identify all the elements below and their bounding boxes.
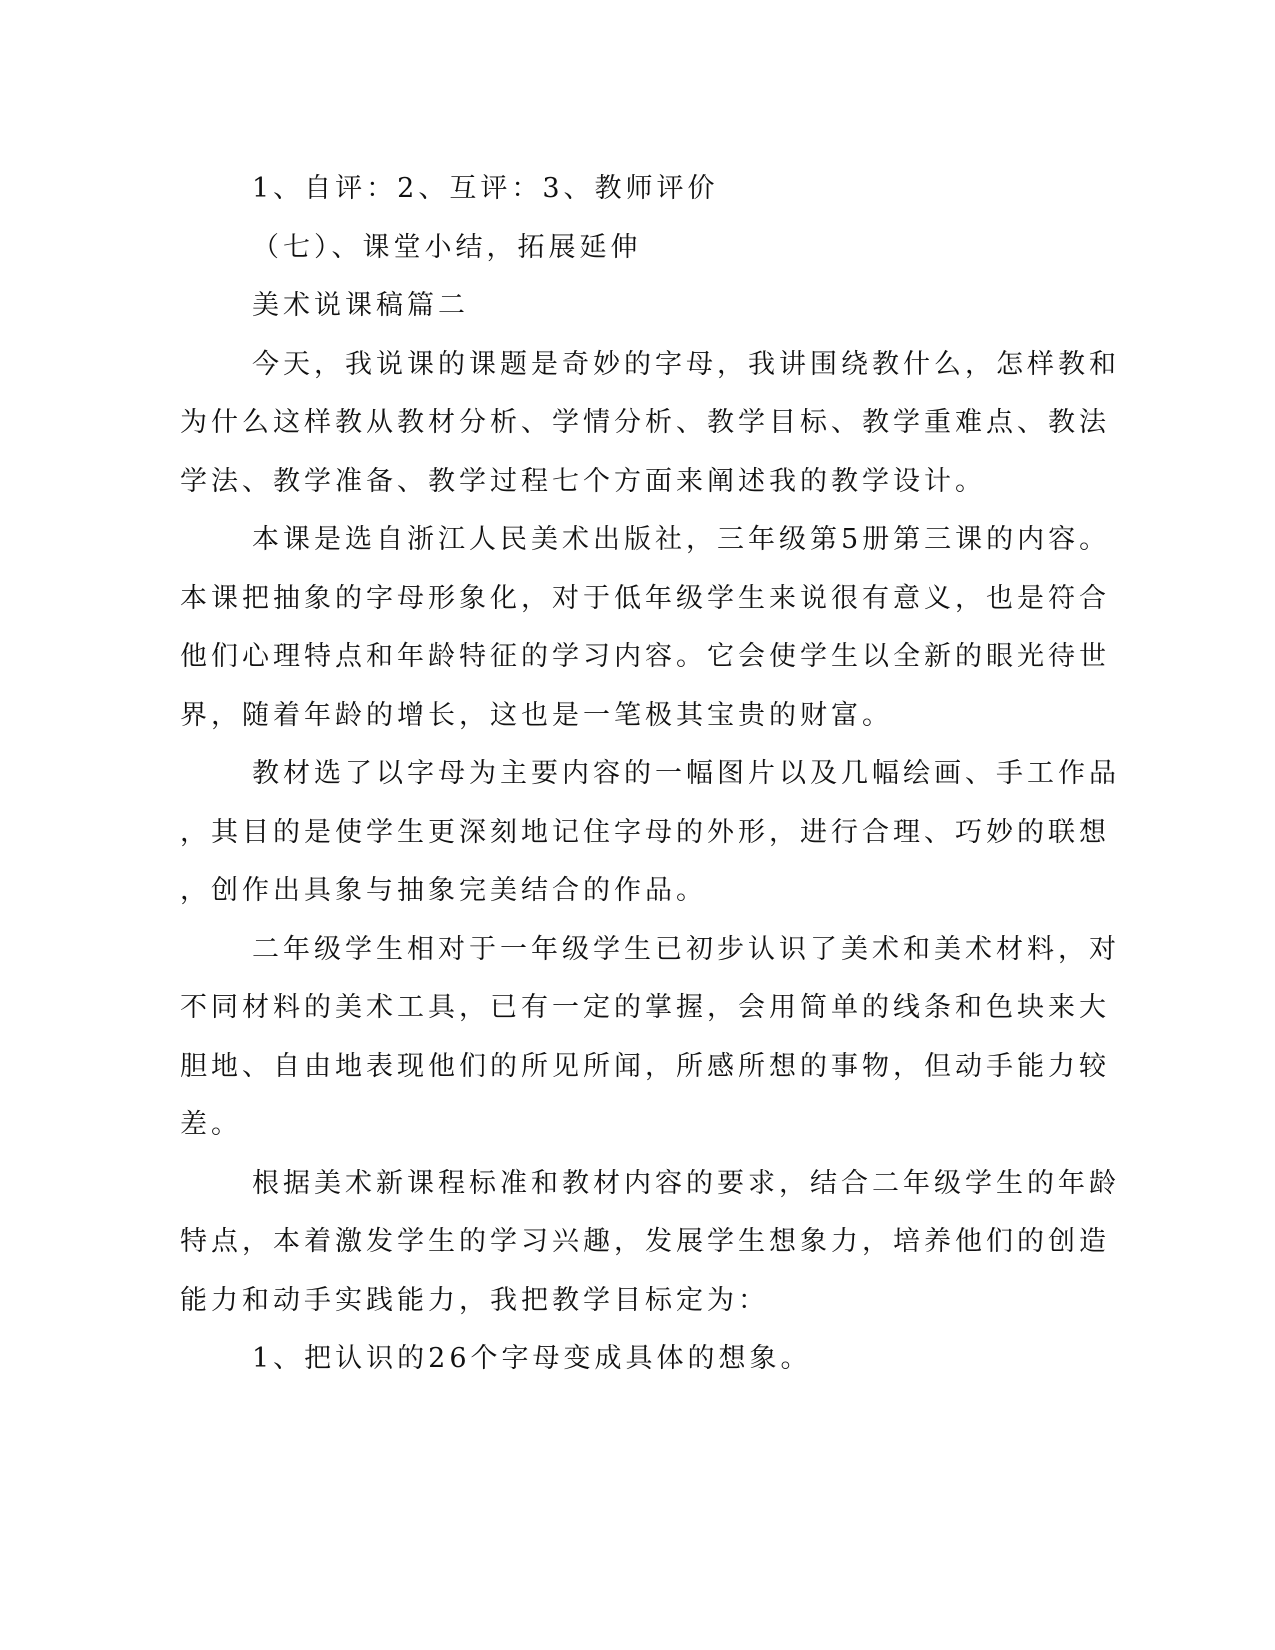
text-line: 本课把抽象的字母形象化，对于低年级学生来说很有意义，也是符合: [180, 582, 1110, 614]
text-line: ，创作出具象与抽象完美结合的作品。: [180, 875, 707, 906]
text-line: 他们心理特点和年龄特征的学习内容。它会使学生以全新的眼光待世: [180, 641, 1110, 672]
section-title: 美术说课稿篇二: [252, 290, 469, 321]
text-line: 1、自评：2、互评：3、教师评价: [252, 173, 719, 204]
text-line: 不同材料的美术工具，已有一定的掌握，会用简单的线条和色块来大: [180, 992, 1110, 1023]
section-heading: （七）、课堂小结，拓展延伸: [252, 231, 642, 263]
text-line: 特点，本着激发学生的学习兴趣，发展学生想象力，培养他们的创造: [180, 1226, 1110, 1257]
text-line: 为什么这样教从教材分析、学情分析、教学目标、教学重难点、教法: [180, 407, 1110, 438]
text-line: 根据美术新课程标准和教材内容的要求，结合二年级学生的年龄: [252, 1167, 1120, 1199]
text-line: 二年级学生相对于一年级学生已初步认识了美术和美术材料，对: [252, 933, 1120, 965]
text-line: 1、把认识的26个字母变成具体的想象。: [252, 1343, 812, 1374]
text-line: 本课是选自浙江人民美术出版社，三年级第5册第三课的内容。: [252, 524, 1111, 555]
text-line: 差。: [180, 1109, 242, 1140]
text-line: ，其目的是使学生更深刻地记住字母的外形，进行合理、巧妙的联想: [180, 816, 1110, 848]
text-line: 界，随着年龄的增长，这也是一笔极其宝贵的财富。: [180, 699, 893, 731]
text-line: 能力和动手实践能力，我把教学目标定为：: [180, 1284, 769, 1316]
text-line: 学法、教学准备、教学过程七个方面来阐述我的教学设计。: [180, 465, 986, 497]
text-line: 今天，我说课的课题是奇妙的字母，我讲围绕教什么，怎样教和: [252, 348, 1120, 380]
text-line: 胆地、自由地表现他们的所见所闻，所感所想的事物，但动手能力较: [180, 1050, 1110, 1082]
document-body: [180, 160, 1120, 1389]
text-line: 教材选了以字母为主要内容的一幅图片以及几幅绘画、手工作品: [252, 758, 1120, 789]
